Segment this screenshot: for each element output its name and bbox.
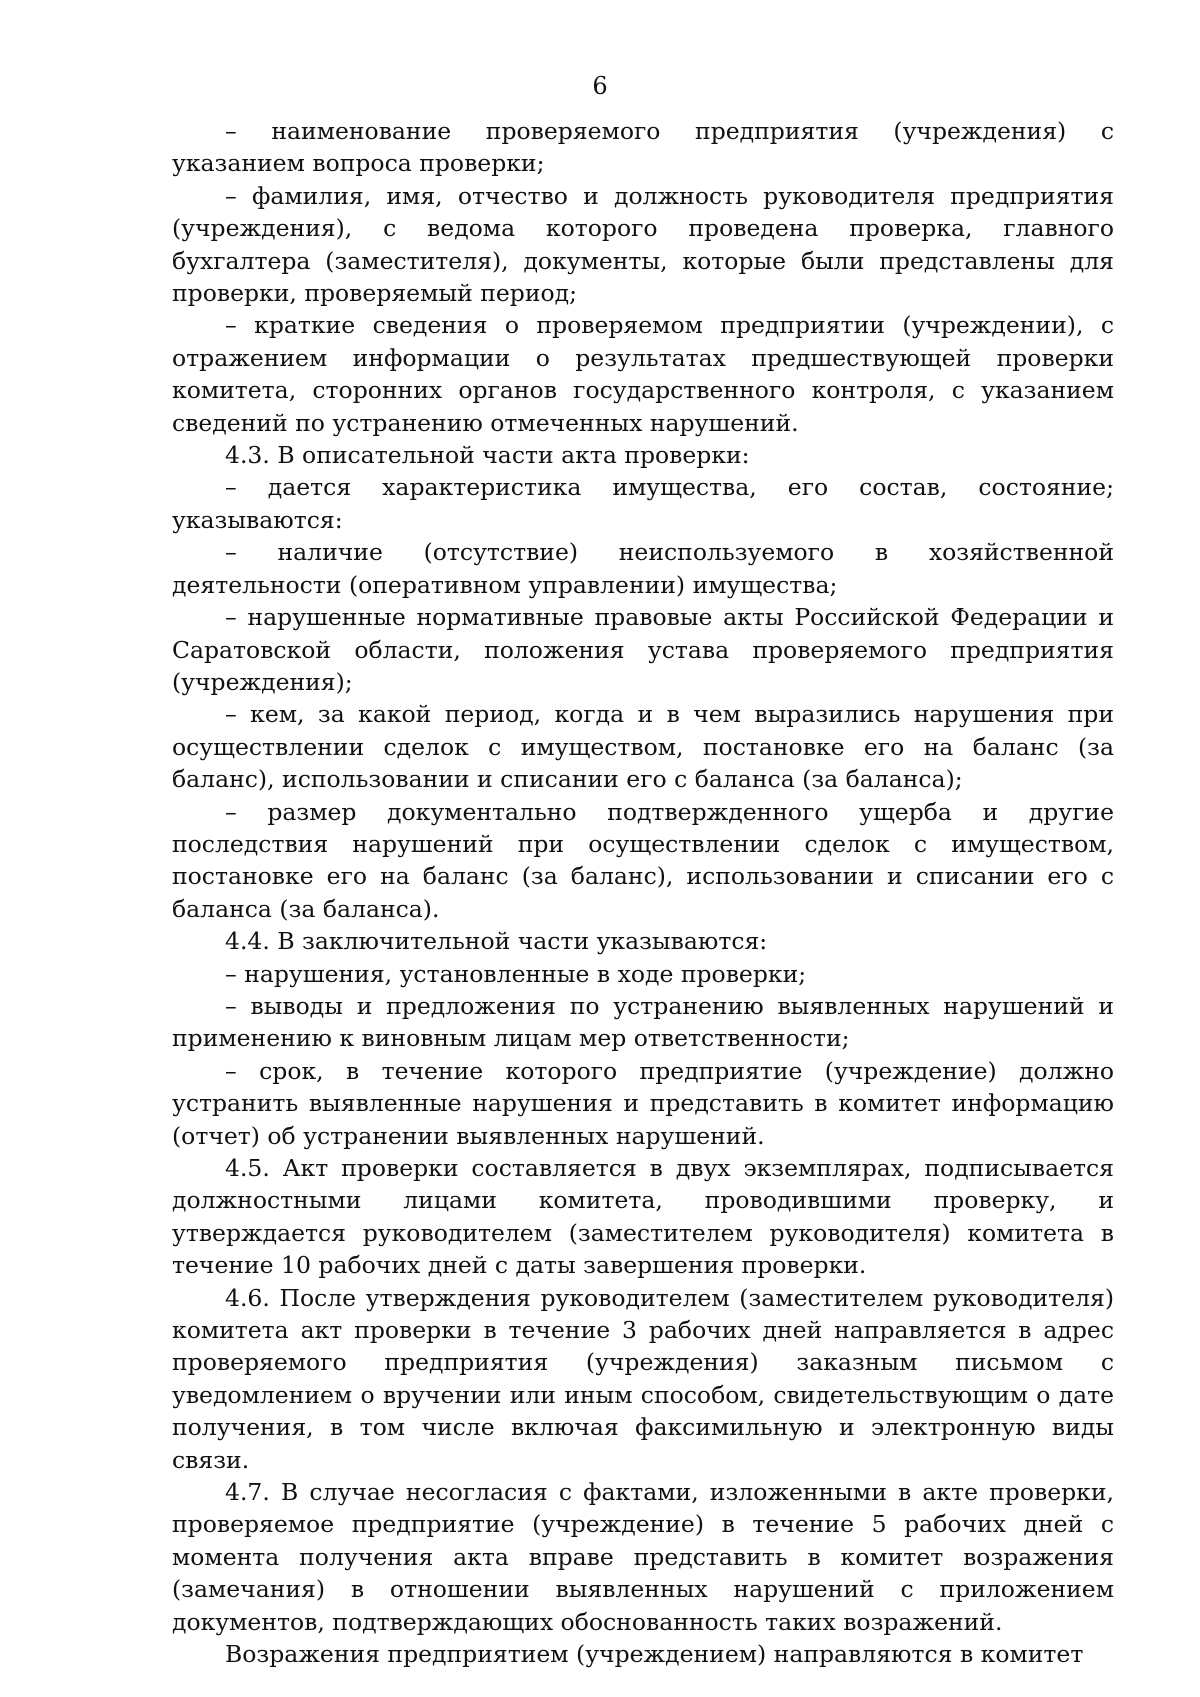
paragraph: – наименование проверяемого предприятия (учреждения) с указанием вопроса проверки; <box>172 117 1114 178</box>
paragraph: 4.7. В случае несогласия с фактами, изложенными в акте проверки, проверяемое предприятие (учреждение) в течение 5 рабочих дней с момента получения акта вправе представить в комитет возражения (замечания) в отношении выявленных нарушений с приложением документов, подтверждающих обоснованность таких возражений. <box>172 1478 1114 1636</box>
paragraph: – фамилия, имя, отчество и должность руководителя предприятия (учреждения), с ведома которого проведена проверка, главного бухгалтера (заместителя), документы, которые были представлены для проверки, проверяемый период; <box>172 181 1114 308</box>
page-number: 6 <box>592 72 608 100</box>
paragraph: 4.5. Акт проверки составляется в двух экземплярах, подписывается должностными лицами комитета, проводившими проверку, и утверждается руководителем (заместителем руководителя) комитета в течение 10 рабочих дней с даты завершения проверки. <box>172 1154 1114 1280</box>
document-body <box>172 115 1114 1671</box>
paragraph: – выводы и предложения по устранению выявленных нарушений и применению к виновным лицам мер ответственности; <box>172 991 1114 1053</box>
paragraph: Возражения предприятием (учреждением) направляются в комитет <box>225 1640 1084 1669</box>
section-heading: 4.3. В описательной части акта проверки: <box>225 441 750 470</box>
paragraph: – размер документально подтвержденного ущерба и другие последствия нарушений при осуществлении сделок с имуществом, постановке его на баланс (за баланс), использовании и списании его с баланса (за баланса). <box>172 797 1114 923</box>
paragraph: – кем, за какой период, когда и в чем выразились нарушения при осуществлении сделок с имуществом, постановке его на баланс (за баланс), использовании и списании его с баланса (за баланса); <box>172 700 1114 794</box>
paragraph: – дается характеристика имущества, его состав, состояние; указываются: <box>172 473 1114 534</box>
section-heading: 4.4. В заключительной части указываются: <box>225 927 768 956</box>
paragraph: – нарушенные нормативные правовые акты Российской Федерации и Саратовской области, положения устава проверяемого предприятия (учреждения); <box>172 603 1114 696</box>
paragraph: 4.6. После утверждения руководителем (заместителем руководителя) комитета акт проверки в течение 3 рабочих дней направляется в адрес проверяемого предприятия (учреждения) заказным письмом с уведомлением о вручении или иным способом, свидетельствующим о дате получения, в том числе включая факсимильную и электронную виды связи. <box>172 1283 1114 1474</box>
paragraph: – краткие сведения о проверяемом предприятии (учреждении), с отражением информации о результатах предшествующей проверки комитета, сторонних органов государственного контроля, с указанием сведений по устранению отмеченных нарушений. <box>172 311 1114 437</box>
paragraph: – наличие (отсутствие) неиспользуемого в хозяйственной деятельности (оперативном управлении) имущества; <box>172 538 1114 599</box>
paragraph: – срок, в течение которого предприятие (учреждение) должно устранить выявленные нарушения и представить в комитет информацию (отчет) об устранении выявленных нарушений. <box>172 1056 1114 1150</box>
paragraph: – нарушения, установленные в ходе проверки; <box>225 959 807 988</box>
